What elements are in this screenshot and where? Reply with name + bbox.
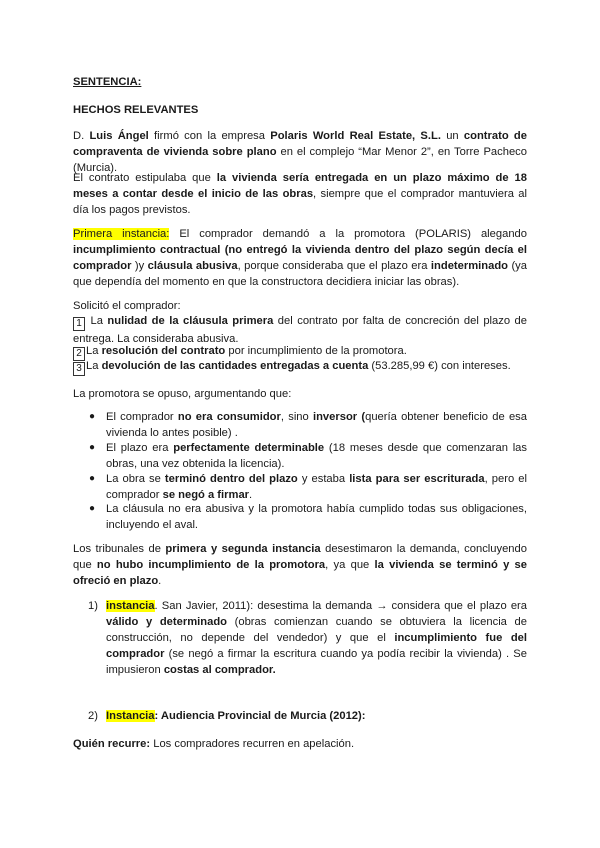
section-heading: HECHOS RELEVANTES — [73, 104, 199, 116]
paragraph-contract-terms: El contrato estipulaba que la vivienda sería entregada en un plazo máximo de 18 meses a contar desde el inicio de las obras, siempre que el comprador mantuviera al día los pagos previstos. — [73, 172, 527, 216]
highlight-primera-instancia: Primera instancia: — [73, 228, 170, 240]
claim-number-badge: 1 — [73, 317, 85, 331]
list-number: 1) — [88, 600, 98, 612]
claim-item: 1 La nulidad de la cláusula primera del contrato por falta de concreción del plazo de entrega. La consideraba abusiva. — [73, 315, 528, 345]
instance-1-item: 1) instancia. San Javier, 2011): desestima la demanda → considera que el plazo era válido y determinado (obras comienzan cuando se obtuviera la licencia de construcción, no depende del vendedor) y que el incumplimiento fue del comprador (se negó a firmar la escritura cuando ya podía recibir la vivienda) . Se impusieron costas al comprador. — [88, 600, 527, 676]
paragraph-parties: D. Luis Ángel firmó con la empresa Polaris World Real Estate, S.L. un contrato de compraventa de vivienda sobre plano en el complejo “Mar Menor 2”, en Torre Pacheco (Murcia). — [73, 130, 527, 174]
defense-bullet: ● La obra se terminó dentro del plazo y estaba lista para ser escriturada, pero el comprador se negó a firmar. — [89, 473, 527, 501]
list-number: 2) — [88, 710, 98, 722]
claim-item: 3 La devolución de las cantidades entregadas a cuenta (53.285,99 €) con intereses. — [73, 358, 527, 376]
document-title: SENTENCIA: — [73, 76, 142, 88]
highlight-instancia: instancia — [106, 600, 155, 612]
claim-item: 2 La resolución del contrato por incumplimiento de la promotora. — [73, 343, 527, 361]
appeal-line: Quién recurre: Los compradores recurren en apelación. — [73, 738, 355, 750]
defense-bullet: ● La cláusula no era abusiva y la promotora había cumplido todas sus obligaciones, incluyendo el aval. — [89, 503, 527, 531]
bullet-dot-icon: ● — [89, 442, 96, 453]
bullet-dot-icon: ● — [89, 411, 96, 422]
defense-bullet: ● El plazo era perfectamente determinable (18 meses desde que comenzaran las obras, una vez obtenida la licencia). — [89, 442, 528, 470]
bullet-dot-icon: ● — [89, 503, 96, 514]
claim-number-badge: 2 — [73, 347, 85, 361]
paragraph-first-instance: Primera instancia: El comprador demandó a la promotora (POLARIS) alegando incumplimiento contractual (no entregó la vivienda dentro del plazo según decía el comprador )y cláusula abusiva, porque consideraba que el plazo era indeterminado (ya que dependía del momento en que la constructora decidiera iniciar las obras). — [73, 228, 527, 288]
paragraph-courts: Los tribunales de primera y segunda instancia desestimaron la demanda, concluyendo que no hubo incumplimiento de la promotora, ya que la vivienda se terminó y se ofreció en plazo. — [73, 543, 527, 587]
claims-intro: Solicitó el comprador: — [73, 300, 181, 312]
highlight-instancia: Instancia — [106, 710, 155, 722]
claim-number-badge: 3 — [73, 362, 85, 376]
defense-intro: La promotora se opuso, argumentando que: — [73, 388, 292, 400]
instance-2-item: 2) Instancia: Audiencia Provincial de Murcia (2012): — [88, 710, 366, 722]
bullet-dot-icon: ● — [89, 473, 96, 484]
defense-bullet: ● El comprador no era consumidor, sino inversor (quería obtener beneficio de esa vivienda lo antes posible) . — [89, 411, 527, 439]
